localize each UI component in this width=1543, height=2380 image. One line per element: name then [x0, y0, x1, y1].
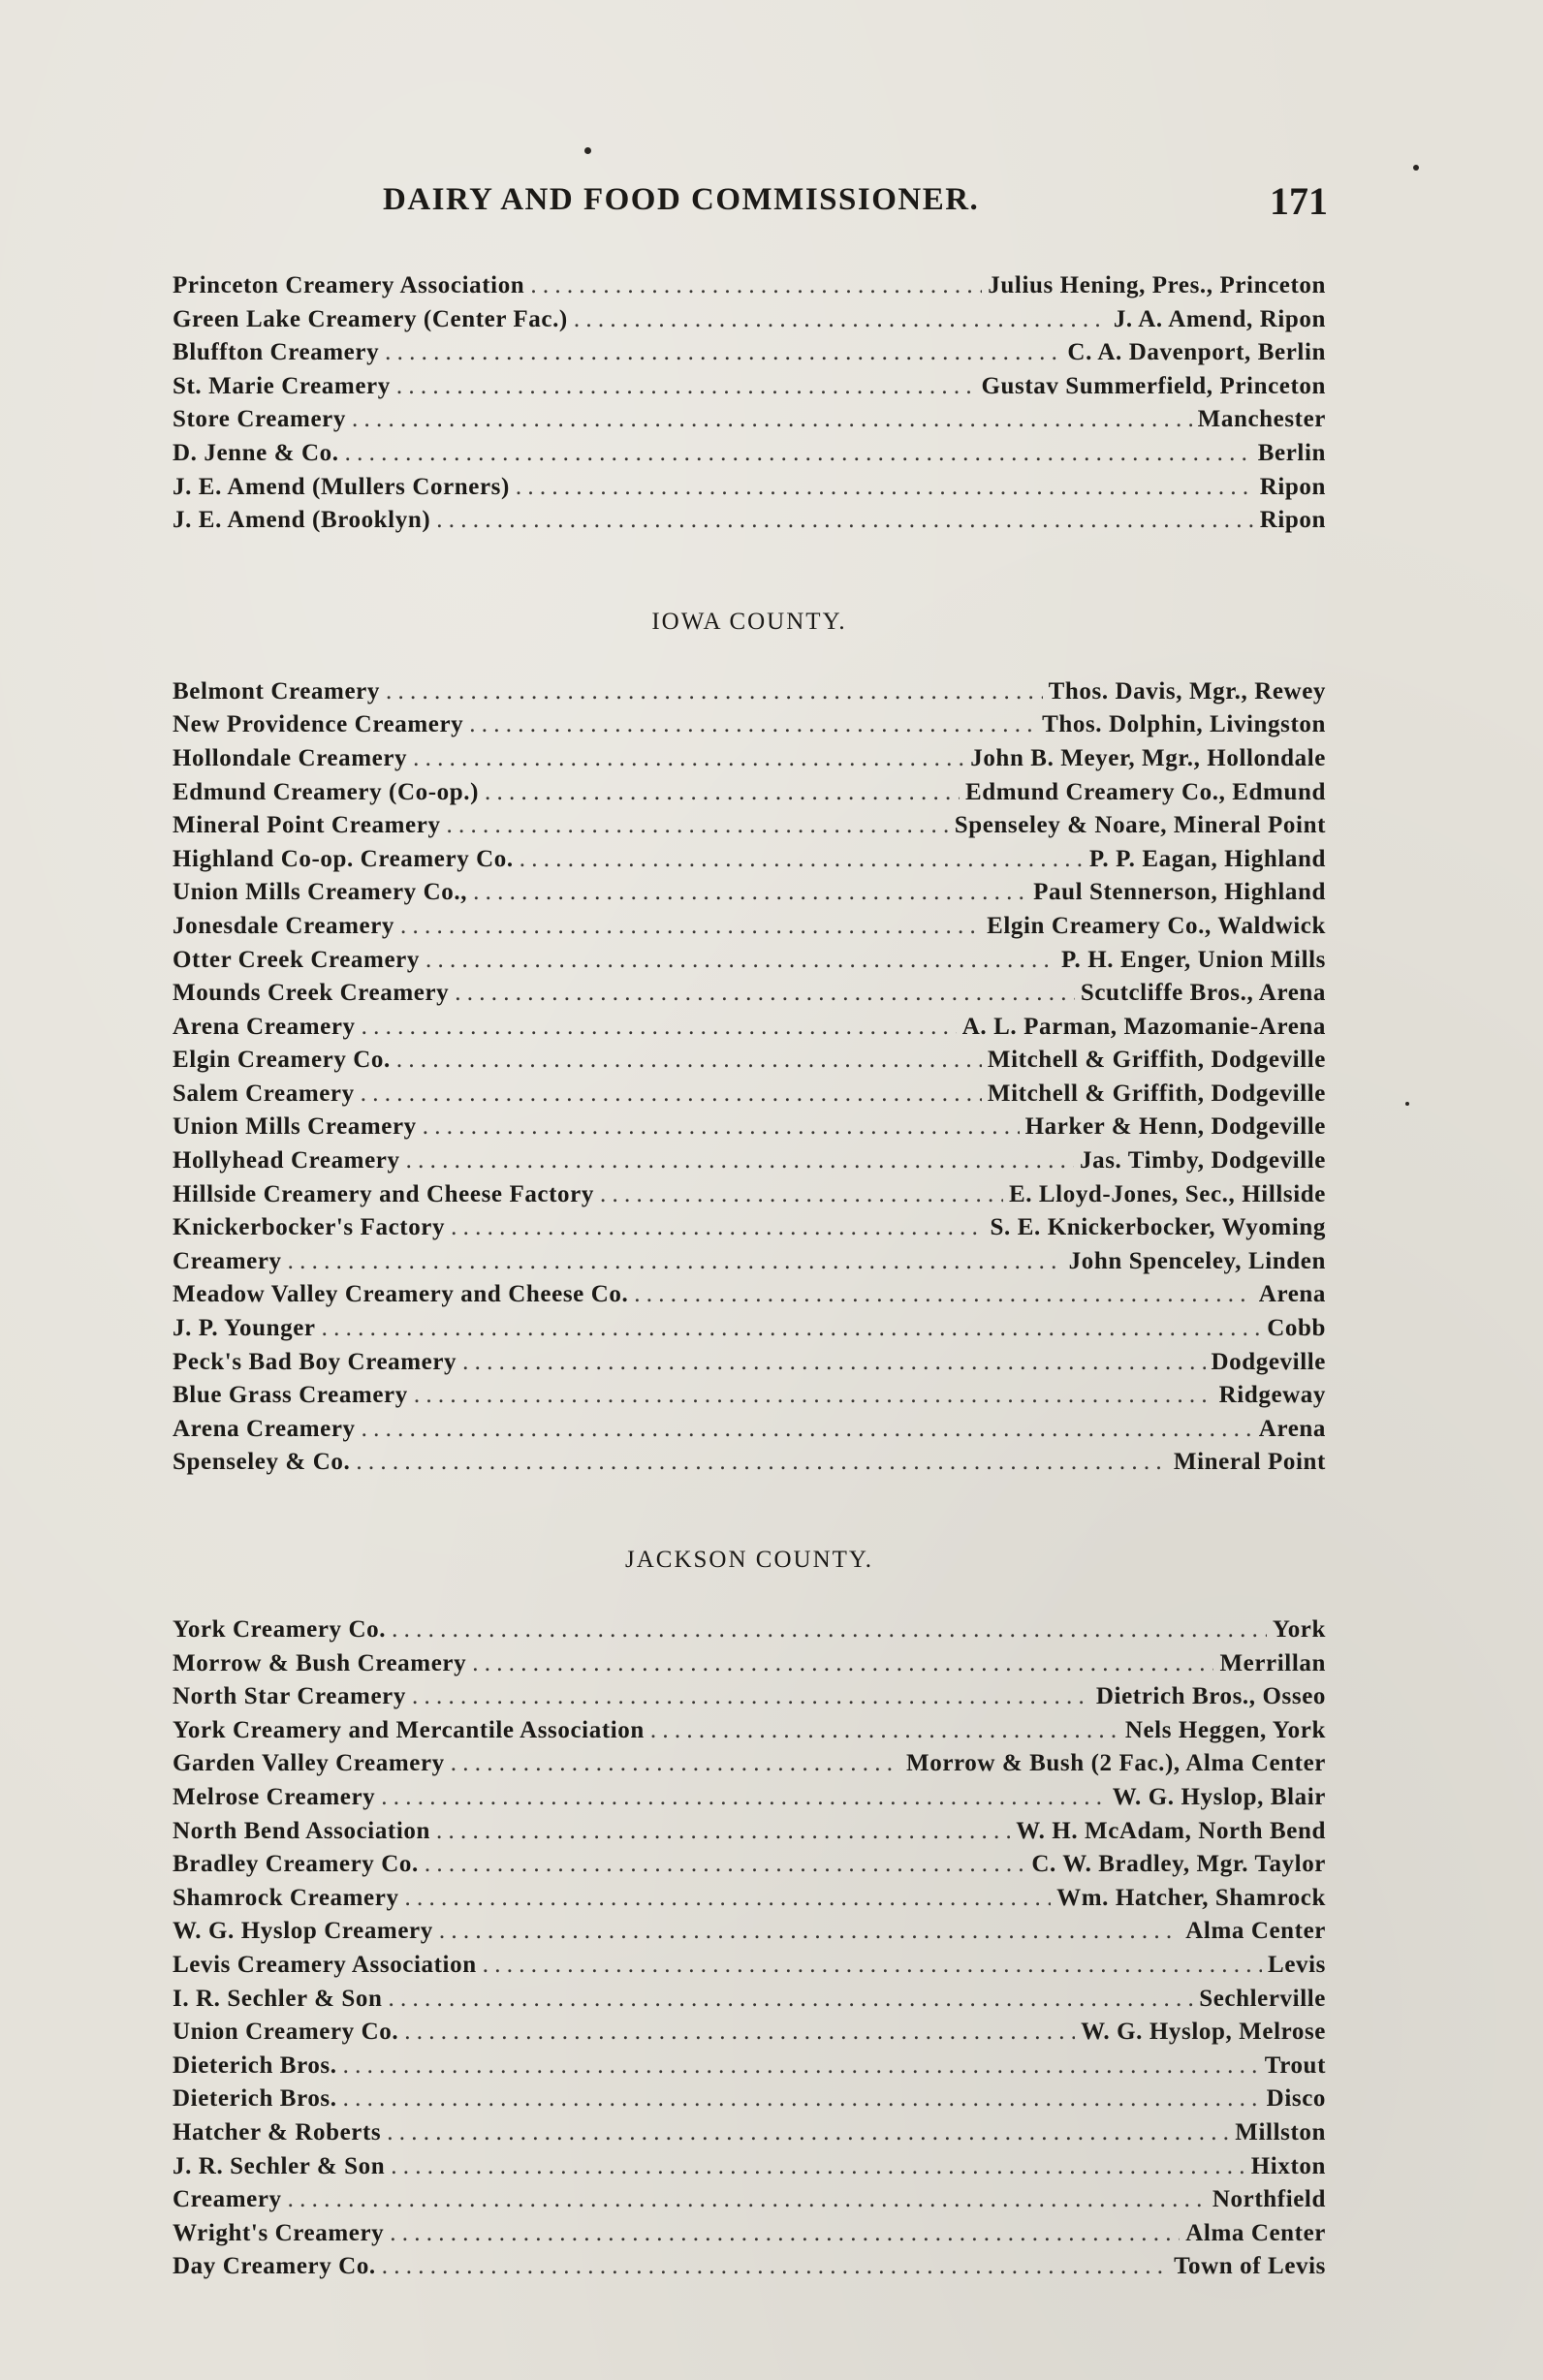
entry-name: Shamrock Creamery	[173, 1884, 399, 1911]
intro-entries	[173, 269, 1326, 538]
entry-name: Salem Creamery	[173, 1080, 355, 1107]
entry-name: Day Creamery Co.	[173, 2253, 376, 2280]
entry-name: Arena Creamery	[173, 1013, 356, 1040]
entry-name: Bradley Creamery Co.	[173, 1851, 419, 1878]
entry-owner: Morrow & Bush (2 Fac.), Alma Center	[906, 1750, 1326, 1777]
list-entry	[173, 1011, 1326, 1045]
entry-owner: Dodgeville	[1211, 1348, 1326, 1375]
running-head: DAIRY AND FOOD COMMISSIONER.	[383, 182, 980, 217]
entry-name: North Bend Association	[173, 1817, 431, 1844]
dot-leader	[288, 1245, 1063, 1279]
entry-name: Mineral Point Creamery	[173, 812, 441, 839]
entry-name: Union Creamery Co.	[173, 2019, 399, 2046]
list-entry	[173, 1747, 1326, 1781]
list-entry	[173, 2050, 1326, 2083]
list-entry	[173, 1413, 1326, 1447]
entry-name: Hollyhead Creamery	[173, 1147, 400, 1174]
entry-name: St. Marie Creamery	[173, 372, 391, 399]
list-entry	[173, 1647, 1326, 1681]
list-entry	[173, 1245, 1326, 1279]
dot-leader	[436, 504, 1253, 538]
entry-name: J. P. Younger	[173, 1315, 316, 1342]
dot-leader	[436, 1815, 1010, 1849]
list-entry	[173, 1915, 1326, 1949]
dot-leader	[288, 2183, 1207, 2217]
list-entry	[173, 1379, 1326, 1413]
entry-owner: S. E. Knickerbocker, Wyoming	[990, 1214, 1326, 1241]
entry-name: Edmund Creamery (Co-op.)	[173, 778, 480, 805]
list-entry	[173, 1312, 1326, 1346]
entry-owner: Levis	[1268, 1951, 1326, 1978]
entry-owner: C. A. Davenport, Berlin	[1067, 339, 1326, 366]
entry-name: Creamery	[173, 2186, 282, 2213]
dot-leader	[345, 437, 1252, 471]
entry-name: J. E. Amend (Mullers Corners)	[173, 473, 510, 500]
entry-owner: Berlin	[1257, 439, 1326, 466]
list-entry	[173, 742, 1326, 776]
entry-name: Hillside Creamery and Cheese Factory	[173, 1180, 594, 1207]
entry-name: Store Creamery	[173, 406, 346, 433]
entry-owner: Cobb	[1267, 1315, 1326, 1342]
dot-leader	[469, 708, 1036, 742]
dot-leader	[516, 471, 1254, 505]
dot-leader	[650, 1714, 1119, 1748]
dot-leader	[520, 843, 1084, 877]
dot-leader	[387, 2116, 1229, 2150]
list-entry	[173, 910, 1326, 944]
entry-name: Creamery	[173, 1247, 282, 1274]
dot-leader	[389, 1983, 1194, 2017]
dot-leader	[634, 1278, 1253, 1312]
entry-name: W. G. Hyslop Creamery	[173, 1918, 433, 1945]
entry-owner: Northfield	[1212, 2186, 1326, 2213]
list-entry	[173, 809, 1326, 843]
list-entry	[173, 1346, 1326, 1380]
entry-name: Belmont Creamery	[173, 677, 380, 705]
entry-owner: Alma Center	[1185, 1918, 1326, 1945]
entry-name: York Creamery and Mercantile Association	[173, 1716, 645, 1743]
entry-name: J. R. Sechler & Son	[173, 2152, 386, 2179]
dot-leader	[423, 1111, 1020, 1144]
entry-name: Mounds Creek Creamery	[173, 980, 450, 1007]
entry-owner: Millston	[1235, 2118, 1326, 2145]
dot-leader	[462, 1346, 1205, 1380]
entry-name: Melrose Creamery	[173, 1783, 376, 1810]
entry-name: Bluffton Creamery	[173, 339, 380, 366]
dot-leader	[451, 1211, 984, 1245]
entry-name: Blue Grass Creamery	[173, 1382, 408, 1409]
iowa-county-heading: IOWA COUNTY.	[651, 608, 847, 635]
entry-name: Dieterich Bros.	[173, 2085, 337, 2113]
dot-leader	[451, 1747, 900, 1781]
list-entry	[173, 1111, 1326, 1144]
list-entry	[173, 1714, 1326, 1748]
entry-owner: Jas. Timby, Dodgeville	[1080, 1147, 1326, 1174]
entry-owner: Nels Heggen, York	[1124, 1716, 1326, 1743]
entry-owner: Spenseley & Noare, Mineral Point	[954, 812, 1326, 839]
entry-owner: Dietrich Bros., Osseo	[1095, 1683, 1326, 1710]
entry-name: Morrow & Bush Creamery	[173, 1649, 467, 1676]
entry-owner: Alma Center	[1185, 2219, 1326, 2246]
entry-owner: E. Lloyd-Jones, Sec., Hillside	[1008, 1180, 1326, 1207]
entry-name: D. Jenne & Co.	[173, 439, 339, 466]
dot-leader	[381, 1781, 1106, 1815]
entry-owner: Ridgeway	[1218, 1382, 1326, 1409]
entry-name: Hollondale Creamery	[173, 744, 408, 771]
dot-leader	[391, 2150, 1244, 2184]
entry-owner: Sechlerville	[1199, 1985, 1326, 2012]
dot-leader	[396, 1044, 982, 1078]
entry-owner: Gustav Summerfield, Princeton	[981, 372, 1326, 399]
entry-name: Jonesdale Creamery	[173, 912, 395, 939]
entry-name: Wright's Creamery	[173, 2219, 385, 2246]
entry-owner: Elgin Creamery Co., Waldwick	[987, 912, 1326, 939]
page-header	[383, 172, 1328, 231]
dot-leader	[406, 1144, 1074, 1178]
dot-leader	[425, 944, 1055, 978]
page-number: 171	[1270, 179, 1328, 223]
entry-name: Highland Co-op. Creamery Co.	[173, 845, 514, 872]
list-entry	[173, 1278, 1326, 1312]
iowa-county-entries	[173, 675, 1326, 1480]
dot-leader	[425, 1848, 1026, 1882]
list-entry	[173, 2183, 1326, 2217]
entry-owner: Disco	[1266, 2085, 1326, 2113]
entry-owner: Town of Levis	[1174, 2253, 1326, 2280]
dot-leader	[322, 1312, 1262, 1346]
list-entry	[173, 776, 1326, 810]
entry-name: J. E. Amend (Brooklyn)	[173, 507, 431, 534]
dot-leader	[390, 2217, 1180, 2251]
entry-name: I. R. Sechler & Son	[173, 1985, 383, 2012]
list-entry	[173, 471, 1326, 505]
dot-leader	[414, 1379, 1213, 1413]
entry-owner: Mitchell & Griffith, Dodgeville	[987, 1080, 1326, 1107]
entry-owner: W. H. McAdam, North Bend	[1016, 1817, 1326, 1844]
list-entry	[173, 675, 1326, 709]
entry-name: North Star Creamery	[173, 1683, 406, 1710]
ink-speck	[1405, 1102, 1409, 1106]
list-entry	[173, 269, 1326, 303]
entry-owner: Ripon	[1259, 507, 1326, 534]
list-entry	[173, 504, 1326, 538]
dot-leader	[392, 1613, 1267, 1647]
list-entry	[173, 336, 1326, 370]
list-entry	[173, 370, 1326, 404]
list-entry	[173, 977, 1326, 1011]
entry-owner: Manchester	[1197, 406, 1326, 433]
list-entry	[173, 2150, 1326, 2184]
dot-leader	[405, 1882, 1052, 1916]
list-entry	[173, 2217, 1326, 2251]
ink-speck	[1413, 165, 1419, 171]
dot-leader	[396, 370, 976, 404]
entry-name: Knickerbocker's Factory	[173, 1214, 446, 1241]
dot-leader	[483, 1949, 1262, 1983]
list-entry	[173, 1848, 1326, 1882]
list-entry	[173, 2250, 1326, 2284]
entry-name: Peck's Bad Boy Creamery	[173, 1348, 457, 1375]
entry-owner: P. H. Enger, Union Mills	[1060, 946, 1326, 973]
entry-owner: Wm. Hatcher, Shamrock	[1056, 1884, 1326, 1911]
jackson-county-entries	[173, 1613, 1326, 2284]
list-entry	[173, 843, 1326, 877]
entry-owner: Edmund Creamery Co., Edmund	[964, 778, 1326, 805]
entry-owner: John B. Meyer, Mgr., Hollondale	[970, 744, 1326, 771]
entry-owner: Thos. Dolphin, Livingston	[1042, 711, 1326, 738]
entry-name: Green Lake Creamery (Center Fac.)	[173, 305, 568, 332]
dot-leader	[382, 2250, 1168, 2284]
dot-leader	[574, 303, 1108, 337]
entry-name: Levis Creamery Association	[173, 1951, 477, 1978]
list-entry	[173, 1144, 1326, 1178]
dot-leader	[404, 2016, 1075, 2050]
entry-owner: Harker & Henn, Dodgeville	[1024, 1113, 1326, 1141]
entry-owner: Arena	[1258, 1281, 1326, 1308]
dot-leader	[352, 403, 1192, 437]
list-entry	[173, 303, 1326, 337]
dot-leader	[473, 876, 1027, 910]
list-entry	[173, 1178, 1326, 1212]
entry-owner: Trout	[1264, 2051, 1326, 2079]
list-entry	[173, 1613, 1326, 1647]
entry-name: Otter Creek Creamery	[173, 946, 420, 973]
list-entry	[173, 437, 1326, 471]
dot-leader	[413, 742, 964, 776]
list-entry	[173, 1815, 1326, 1849]
list-entry	[173, 1446, 1326, 1480]
dot-leader	[600, 1178, 1003, 1212]
entry-owner: Merrillan	[1219, 1649, 1326, 1676]
entry-owner: Ripon	[1259, 473, 1326, 500]
entry-owner: W. G. Hyslop, Blair	[1112, 1783, 1326, 1810]
list-entry	[173, 1044, 1326, 1078]
jackson-county-heading: JACKSON COUNTY.	[625, 1547, 873, 1573]
entry-name: New Providence Creamery	[173, 711, 464, 738]
list-entry	[173, 1949, 1326, 1983]
dot-leader	[412, 1680, 1090, 1714]
entry-owner: Julius Hening, Pres., Princeton	[988, 272, 1326, 298]
list-entry	[173, 2016, 1326, 2050]
entry-owner: A. L. Parman, Mazomanie-Arena	[961, 1013, 1326, 1040]
dot-leader	[343, 2050, 1259, 2083]
dot-leader	[362, 1011, 957, 1045]
entry-name: Meadow Valley Creamery and Cheese Co.	[173, 1281, 629, 1308]
entry-name: York Creamery Co.	[173, 1616, 387, 1643]
entry-name: Dieterich Bros.	[173, 2051, 337, 2079]
list-entry	[173, 403, 1326, 437]
entry-owner: Scutcliffe Bros., Arena	[1080, 980, 1326, 1007]
list-entry	[173, 1211, 1326, 1245]
entry-owner: C. W. Bradley, Mgr. Taylor	[1031, 1851, 1326, 1878]
list-entry	[173, 708, 1326, 742]
dot-leader	[530, 269, 982, 303]
entry-owner: W. G. Hyslop, Melrose	[1081, 2019, 1326, 2046]
entry-name: Garden Valley Creamery	[173, 1750, 445, 1777]
list-entry	[173, 2082, 1326, 2116]
dot-leader	[343, 2082, 1261, 2116]
entry-owner: Hixton	[1250, 2152, 1326, 2179]
dot-leader	[472, 1647, 1213, 1681]
dot-leader	[447, 809, 949, 843]
dot-leader	[485, 776, 960, 810]
dot-leader	[439, 1915, 1180, 1949]
entry-name: Elgin Creamery Co.	[173, 1047, 391, 1074]
entry-owner: Mitchell & Griffith, Dodgeville	[987, 1047, 1326, 1074]
entry-name: Union Mills Creamery Co.,	[173, 879, 468, 906]
entry-owner: York	[1272, 1616, 1326, 1643]
dot-leader	[385, 336, 1061, 370]
list-entry	[173, 1983, 1326, 2017]
entry-owner: J. A. Amend, Ripon	[1113, 305, 1326, 332]
entry-owner: P. P. Eagan, Highland	[1088, 845, 1326, 872]
entry-name: Princeton Creamery Association	[173, 272, 525, 298]
entry-owner: Paul Stennerson, Highland	[1033, 879, 1326, 906]
dot-leader	[361, 1078, 982, 1112]
entry-owner: Arena	[1258, 1415, 1326, 1442]
list-entry	[173, 1680, 1326, 1714]
list-entry	[173, 2116, 1326, 2150]
entry-name: Arena Creamery	[173, 1415, 356, 1442]
entry-name: Union Mills Creamery	[173, 1113, 417, 1141]
list-entry	[173, 1781, 1326, 1815]
entry-owner: Mineral Point	[1173, 1449, 1326, 1476]
list-entry	[173, 876, 1326, 910]
entry-owner: John Spenceley, Linden	[1068, 1247, 1326, 1274]
creamery-listing	[173, 269, 1326, 2284]
list-entry	[173, 1882, 1326, 1916]
dot-leader	[400, 910, 981, 944]
dot-leader	[362, 1413, 1253, 1447]
list-entry	[173, 1078, 1326, 1112]
dot-leader	[356, 1446, 1168, 1480]
dot-leader	[386, 675, 1043, 709]
dot-leader	[455, 977, 1075, 1011]
entry-name: Spenseley & Co.	[173, 1449, 351, 1476]
entry-owner: Thos. Davis, Mgr., Rewey	[1048, 677, 1326, 705]
entry-name: Hatcher & Roberts	[173, 2118, 382, 2145]
list-entry	[173, 944, 1326, 978]
ink-speck	[584, 147, 591, 154]
